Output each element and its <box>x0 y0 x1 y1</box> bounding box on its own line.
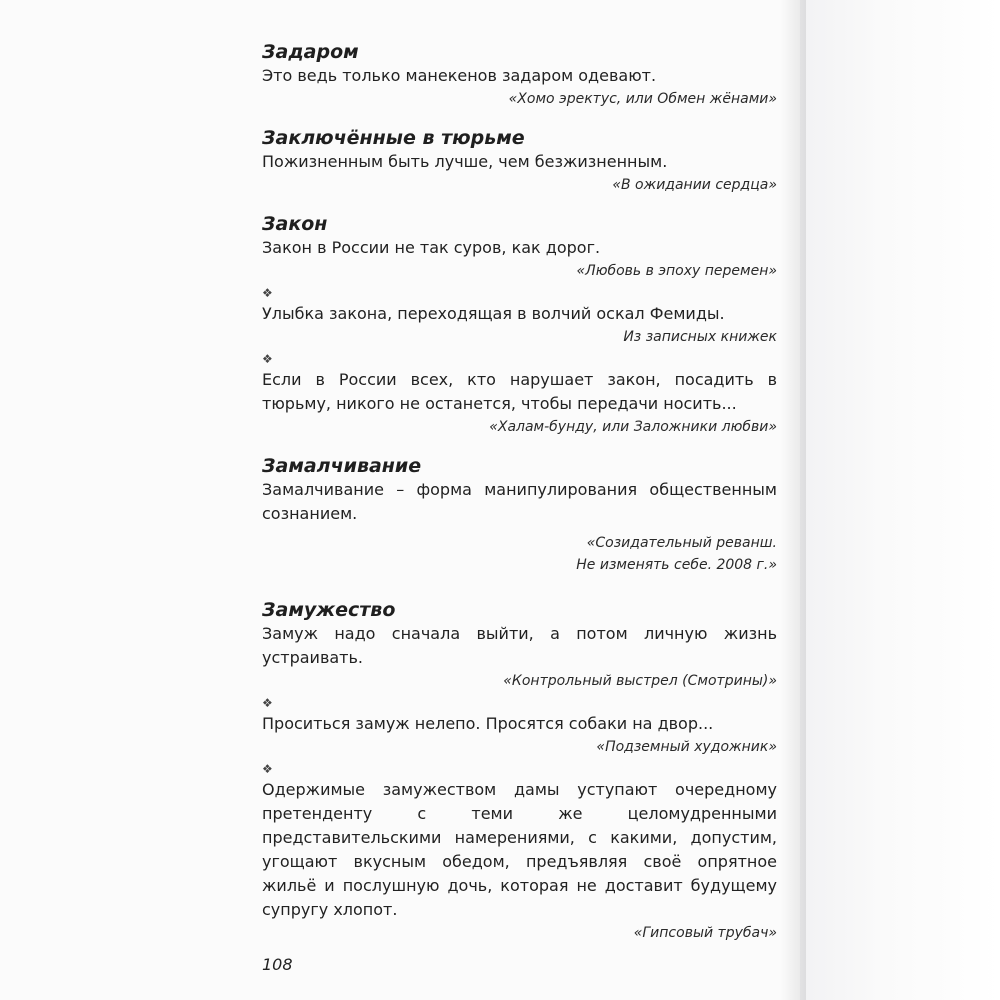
entry-heading: Задаром <box>262 41 359 63</box>
page-number: 108 <box>262 955 293 974</box>
entry-source: «Гипсовый трубач» <box>633 925 777 941</box>
entry-zadarom <box>262 40 777 110</box>
entry-source: «Контрольный выстрел (Смотрины)» <box>503 673 777 689</box>
entry-source: «В ожидании сердца» <box>612 177 777 193</box>
separator-ornament: ❖ <box>262 696 273 710</box>
entry-heading: Заключённые в тюрьме <box>262 127 525 149</box>
spine-shadow <box>780 0 806 1000</box>
entry-source: «Созидательный реванш. <box>586 535 777 551</box>
entry-source: «Халам-бунду, или Заложники любви» <box>489 419 777 435</box>
separator-ornament: ❖ <box>262 762 273 776</box>
entry-heading: Замалчивание <box>262 455 422 477</box>
entry-quote: Если в России всех, кто нарушает закон, посадить в тюрьму, никого не останется, чтобы передачи носить... <box>262 370 777 413</box>
entry-source: «Хомо эректус, или Обмен жёнами» <box>508 91 777 107</box>
entry-source: Из записных книжек <box>623 329 777 345</box>
entry-quote: Улыбка закона, переходящая в волчий оскал Фемиды. <box>262 304 725 323</box>
entry-zakon <box>262 212 777 438</box>
entry-source: «Любовь в эпоху перемен» <box>576 263 777 279</box>
entry-zamalchivanie <box>262 454 777 576</box>
separator-ornament: ❖ <box>262 352 273 366</box>
entry-zamuzhestvo <box>262 598 777 944</box>
entry-quote: Проситься замуж нелепо. Просятся собаки на двор... <box>262 714 714 733</box>
entry-heading: Закон <box>262 213 328 235</box>
entry-heading: Замужество <box>262 599 396 621</box>
entry-quote: Замуж надо сначала выйти, а потом личную жизнь устраивать. <box>262 624 777 667</box>
entry-quote: Замалчивание – форма манипулирования общественным сознанием. <box>262 480 777 523</box>
separator-ornament: ❖ <box>262 286 273 300</box>
page-text <box>262 40 777 944</box>
entry-quote: Одержимые замужеством дамы уступают очередному претенденту с теми же целомудренными представительскими намерениями, с какими, допустим, угощают вкусным обедом, предъявляя своё опрятное жильё и послушную дочь, которая не доставит будущему супругу хлопот. <box>262 780 777 919</box>
entry-zaklyuchennye <box>262 126 777 196</box>
entry-quote: Это ведь только манекенов задаром одевают. <box>262 66 657 85</box>
entry-quote: Пожизненным быть лучше, чем безжизненным. <box>262 152 668 171</box>
entry-source: Не изменять себе. 2008 г.» <box>576 557 777 573</box>
entry-source: «Подземный художник» <box>596 739 777 755</box>
entry-quote: Закон в России не так суров, как дорог. <box>262 238 601 257</box>
page-edge <box>800 0 1000 1000</box>
